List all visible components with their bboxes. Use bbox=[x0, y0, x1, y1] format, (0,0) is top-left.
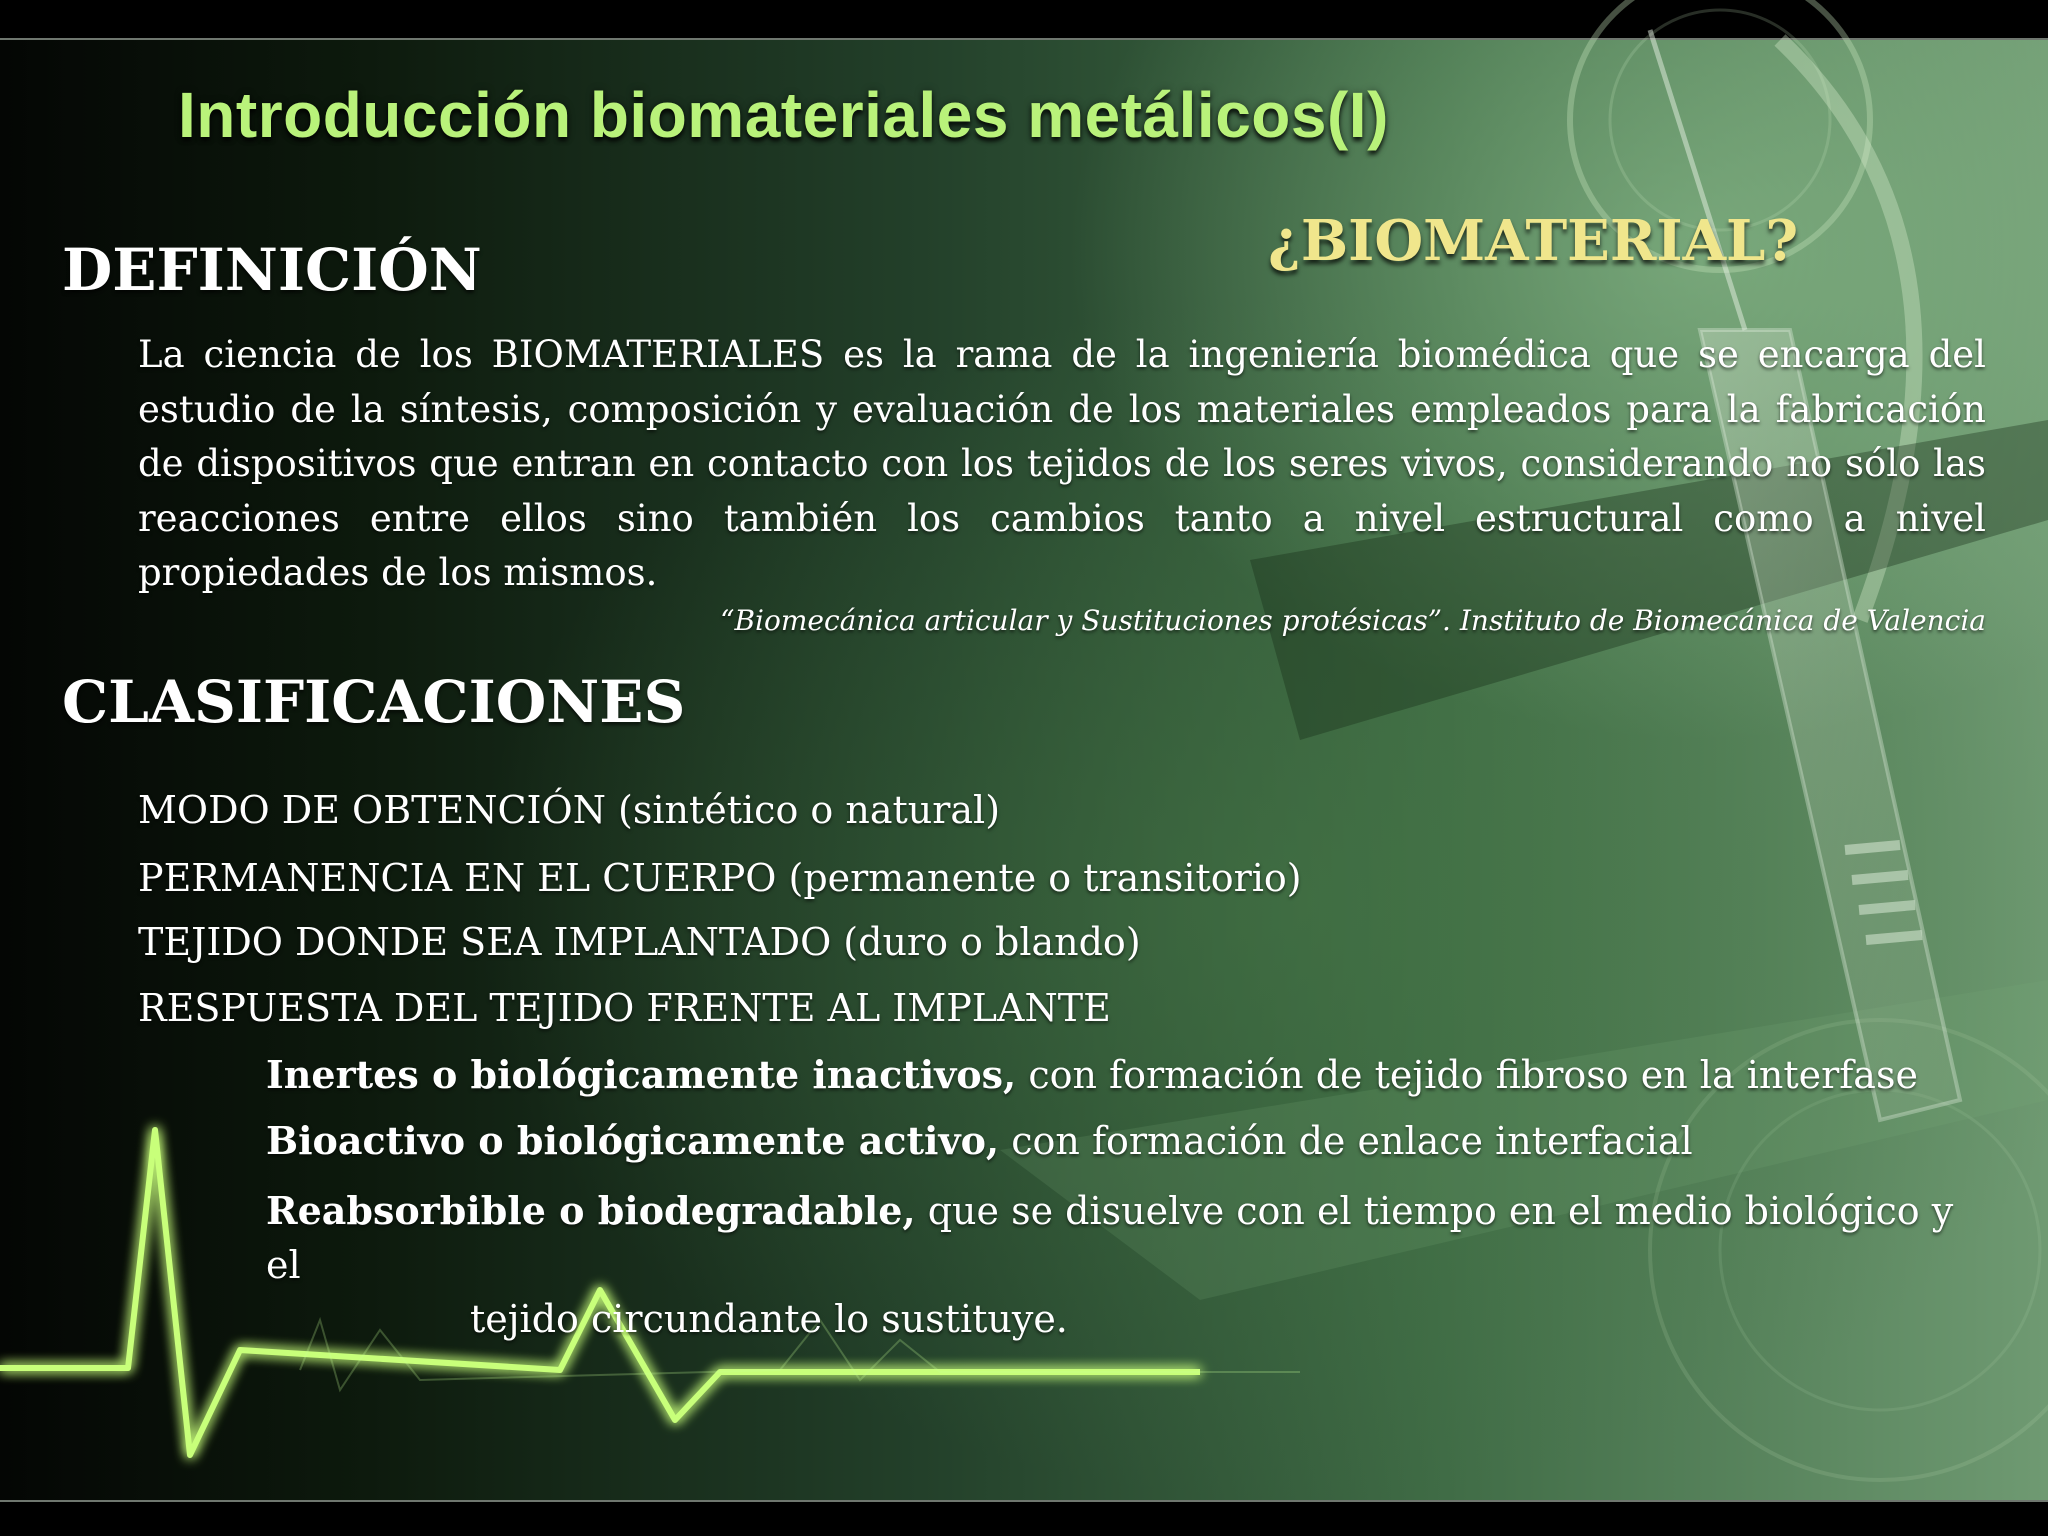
slide-title: Introducción biomateriales metálicos(I) bbox=[178, 79, 1389, 151]
response-term: Inertes o biológicamente inactivos, bbox=[266, 1052, 1017, 1097]
criterion-response: RESPUESTA DEL TEJIDO FRENTE AL IMPLANTE bbox=[138, 986, 1111, 1030]
response-inert bbox=[266, 1052, 1918, 1097]
response-desc: que se disuelve con el tiempo en el medio biológico y el bbox=[266, 1189, 1954, 1287]
definition-citation: “Biomecánica articular y Sustituciones protésicas”. Instituto de Biomecánica de Valencia bbox=[720, 604, 1986, 637]
response-desc: con formación de tejido fibroso en la interfase bbox=[1016, 1053, 1918, 1097]
syringe-needle bbox=[1650, 30, 1745, 330]
response-resorbable bbox=[266, 1184, 1986, 1346]
response-term: Bioactivo o biológicamente activo, bbox=[266, 1118, 1000, 1163]
classifications-heading: CLASIFICACIONES bbox=[62, 668, 686, 736]
bottom-bar bbox=[0, 1500, 2048, 1536]
biomaterial-question: ¿BIOMATERIAL? bbox=[1268, 208, 1799, 274]
decor-circle bbox=[1610, 10, 1830, 230]
criterion-permanence: PERMANENCIA EN EL CUERPO (permanente o transitorio) bbox=[138, 856, 1302, 900]
response-desc-continued: tejido circundante lo sustituye. bbox=[470, 1297, 1068, 1341]
response-desc: con formación de enlace interfacial bbox=[999, 1119, 1693, 1163]
criterion-origin: MODO DE OBTENCIÓN (sintético o natural) bbox=[138, 788, 1001, 832]
definition-heading: DEFINICIÓN bbox=[62, 236, 482, 304]
response-bioactive bbox=[266, 1118, 1693, 1163]
criterion-tissue: TEJIDO DONDE SEA IMPLANTADO (duro o blando) bbox=[138, 920, 1141, 964]
definition-text: La ciencia de los BIOMATERIALES es la rama de la ingeniería biomédica que se encarga del estudio de la síntesis, composición y evaluación de los materiales empleados para la fabricación de dispositivos que entran en contacto con los tejidos de los seres vivos, considerando no sólo las reacciones entre ellos sino también los cambios tanto a nivel estructural como a nivel propiedades de los mismos. bbox=[138, 333, 1986, 594]
response-term: Reabsorbible o biodegradable, bbox=[266, 1188, 916, 1233]
